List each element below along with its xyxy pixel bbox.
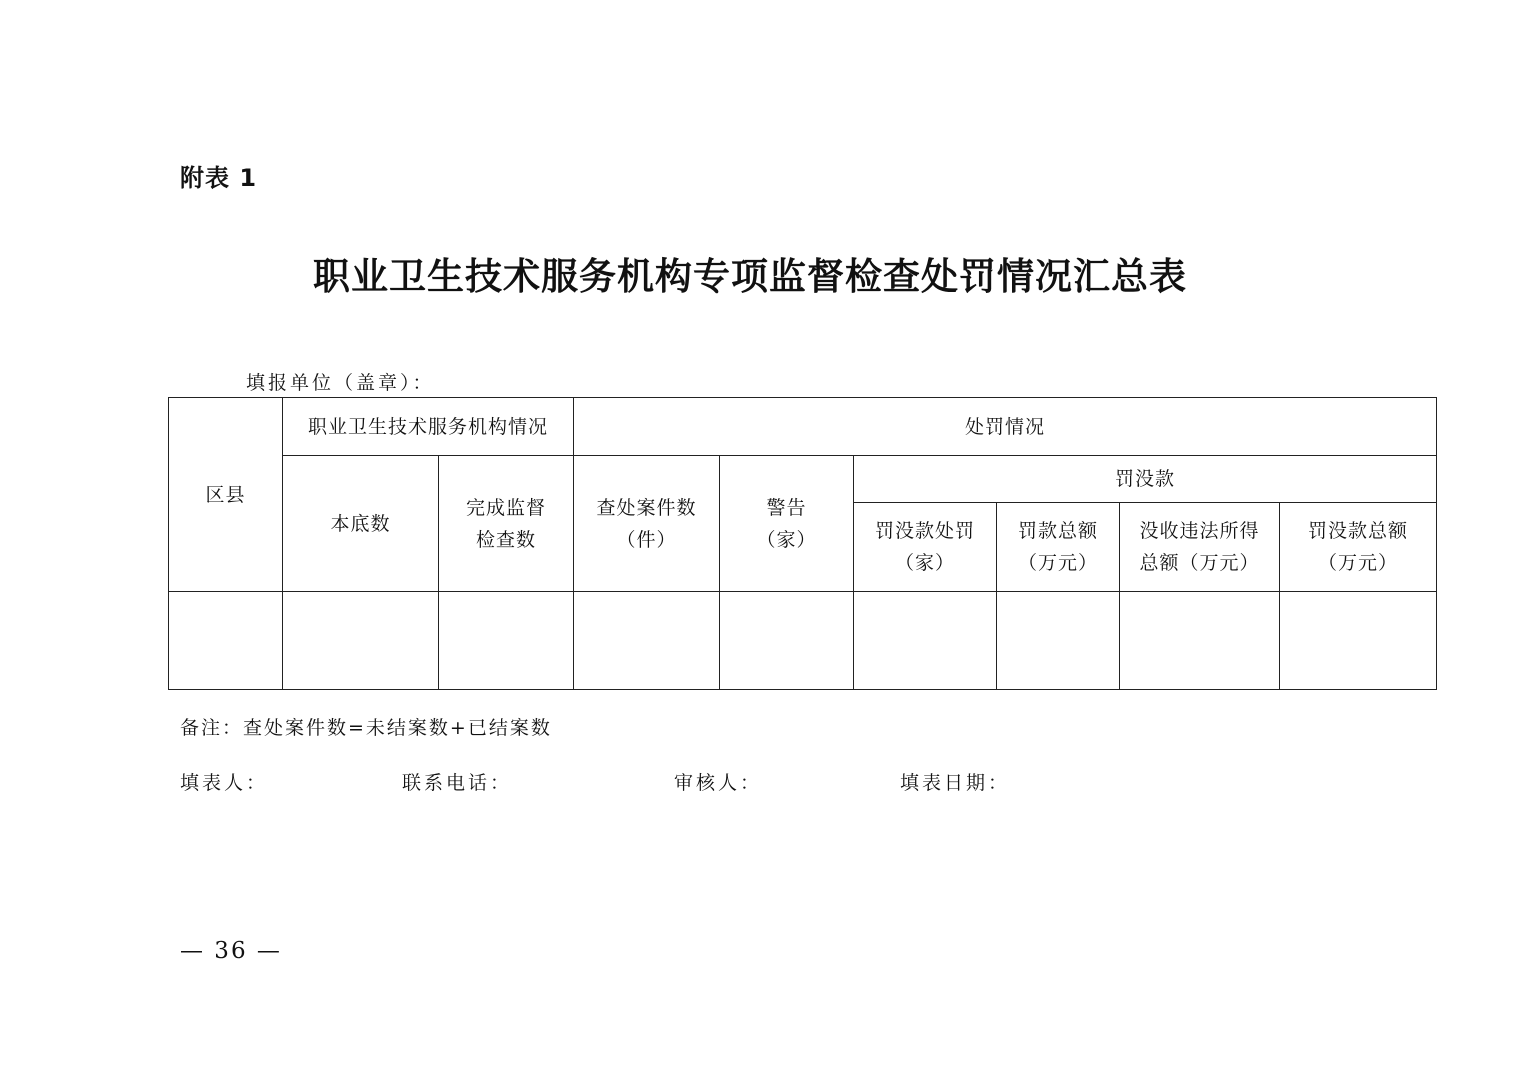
header-cases [574, 456, 720, 592]
table-cell[interactable] [283, 592, 439, 690]
header-cases-line2: （件） [616, 528, 677, 551]
header-confiscated-line2: 总额（万元） [1139, 552, 1260, 574]
header-cases-line1: 查处案件数 [596, 496, 697, 519]
header-warning [720, 456, 854, 592]
table-cell[interactable] [854, 592, 997, 690]
header-inspected-line1: 完成监督 [466, 496, 547, 519]
table-cell[interactable] [574, 592, 720, 690]
header-base-count: 本底数 [283, 456, 439, 592]
header-total-fines-line1: 罚没款总额 [1308, 520, 1409, 542]
attachment-label: 附表 1 [180, 164, 258, 192]
table-cell[interactable] [169, 592, 283, 690]
header-agency-group: 职业卫生技术服务机构情况 [283, 398, 574, 456]
header-warning-line1: 警告 [766, 496, 807, 519]
table-row [169, 592, 1437, 690]
page-number: — 36 — [180, 938, 282, 964]
header-total-fines [1280, 503, 1437, 592]
header-fine-penalized [854, 503, 997, 592]
table-cell[interactable] [1280, 592, 1437, 690]
header-fine-total-line1: 罚款总额 [1018, 520, 1099, 542]
header-fine-penalized-line1: 罚没款处罚 [875, 520, 976, 542]
header-penalty-group: 处罚情况 [574, 398, 1437, 456]
page-title: 职业卫生技术服务机构专项监督检查处罚情况汇总表 [313, 254, 1187, 298]
header-fine-total-line2: （万元） [1018, 552, 1099, 574]
fill-date-label: 填表日期： [900, 772, 1011, 794]
header-fines-subgroup: 罚没款 [854, 456, 1437, 503]
reviewer-label: 审核人： [674, 772, 763, 794]
header-fine-total [997, 503, 1120, 592]
summary-table [168, 397, 1437, 690]
phone-label: 联系电话： [402, 772, 513, 794]
filler-label: 填表人： [180, 772, 269, 794]
table-cell[interactable] [720, 592, 854, 690]
fill-unit-label: 填报单位（盖章）： [246, 372, 435, 394]
header-confiscated-line1: 没收违法所得 [1139, 520, 1260, 542]
header-warning-line2: （家） [756, 528, 817, 551]
header-fine-penalized-line2: （家） [895, 552, 956, 574]
table-cell[interactable] [997, 592, 1120, 690]
header-district: 区县 [169, 398, 283, 592]
header-inspected [439, 456, 574, 592]
table-cell[interactable] [439, 592, 574, 690]
remark-note: 备注：查处案件数=未结案数+已结案数 [180, 717, 552, 739]
header-total-fines-line2: （万元） [1318, 552, 1399, 574]
header-confiscated [1120, 503, 1280, 592]
header-inspected-line2: 检查数 [476, 528, 537, 551]
table-cell[interactable] [1120, 592, 1280, 690]
